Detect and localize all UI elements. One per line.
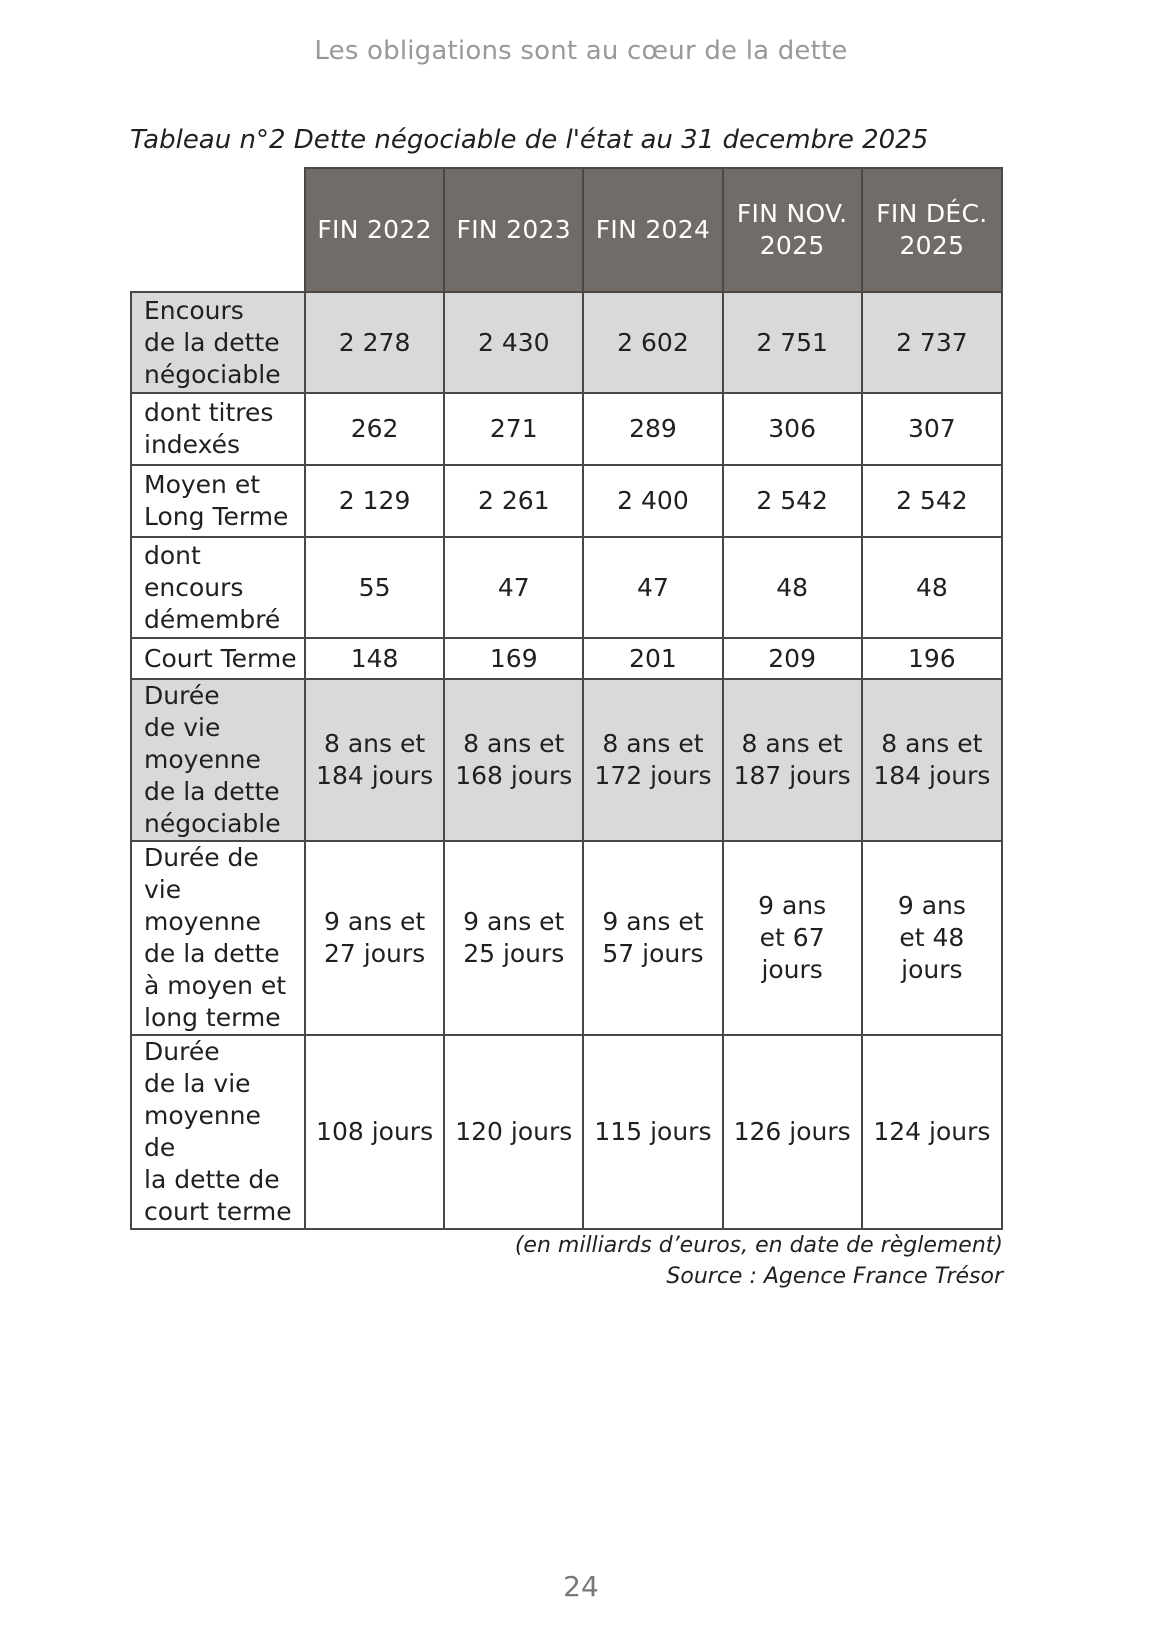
table-row [131, 1035, 1002, 1229]
table-cell: 8 ans et 168 jours [444, 679, 583, 841]
row-label: Durée de la vie moyenne de la dette de court terme [131, 1035, 305, 1229]
table-row [131, 638, 1002, 679]
table-cell: 271 [444, 393, 583, 465]
table-cell: 9 ans et 57 jours [583, 841, 722, 1035]
table-cell: 2 542 [862, 465, 1002, 537]
row-label: Court Terme [131, 638, 305, 679]
table-cell: 9 ans et 48 jours [862, 841, 1002, 1035]
row-label: Encours de la dette négociable [131, 292, 305, 393]
table-cell: 2 737 [862, 292, 1002, 393]
table-row [131, 292, 1002, 393]
table-cell: 8 ans et 172 jours [583, 679, 722, 841]
table-cell: 8 ans et 184 jours [305, 679, 444, 841]
row-label: Durée de vie moyenne de la dette négociable [131, 679, 305, 841]
table-row [131, 679, 1002, 841]
table-cell: 201 [583, 638, 722, 679]
table-row [131, 393, 1002, 465]
row-label: Durée de vie moyenne de la dette à moyen et long terme [131, 841, 305, 1035]
row-label: dont titres indexés [131, 393, 305, 465]
table-cell: 169 [444, 638, 583, 679]
table-cell: 2 430 [444, 292, 583, 393]
table-row [131, 465, 1002, 537]
table-cell: 48 [723, 537, 862, 638]
table-cell: 47 [583, 537, 722, 638]
table-cell: 2 278 [305, 292, 444, 393]
header-corner [131, 168, 305, 292]
row-label: Moyen et Long Terme [131, 465, 305, 537]
table-cell: 124 jours [862, 1035, 1002, 1229]
table-cell: 2 400 [583, 465, 722, 537]
running-head: Les obligations sont au cœur de la dette [314, 36, 848, 66]
table-cell: 289 [583, 393, 722, 465]
table-cell: 47 [444, 537, 583, 638]
column-header: FIN 2022 [305, 168, 444, 292]
table-cell: 9 ans et 27 jours [305, 841, 444, 1035]
unit-note: (en milliards d’euros, en date de règlement) [514, 1233, 1003, 1258]
table-cell: 126 jours [723, 1035, 862, 1229]
table-cell: 262 [305, 393, 444, 465]
table-cell: 108 jours [305, 1035, 444, 1229]
table-cell: 9 ans et 67 jours [723, 841, 862, 1035]
table-cell: 2 602 [583, 292, 722, 393]
table-cell: 209 [723, 638, 862, 679]
column-header: FIN NOV. 2025 [723, 168, 862, 292]
table-cell: 306 [723, 393, 862, 465]
table-cell: 2 129 [305, 465, 444, 537]
table-cell: 48 [862, 537, 1002, 638]
table-cell: 55 [305, 537, 444, 638]
table-row [131, 841, 1002, 1035]
column-header: FIN DÉC. 2025 [862, 168, 1002, 292]
table-cell: 2 261 [444, 465, 583, 537]
column-header: FIN 2023 [444, 168, 583, 292]
table-row [131, 537, 1002, 638]
source-note: Source : Agence France Trésor [666, 1264, 1003, 1289]
table-cell: 9 ans et 25 jours [444, 841, 583, 1035]
table-cell: 2 542 [723, 465, 862, 537]
table-cell: 120 jours [444, 1035, 583, 1229]
table-cell: 196 [862, 638, 1002, 679]
table-cell: 8 ans et 187 jours [723, 679, 862, 841]
table-caption: Tableau n°2 Dette négociable de l'état au 31 decembre 2025 [130, 125, 929, 155]
table-cell: 2 751 [723, 292, 862, 393]
table-body [131, 292, 1002, 1229]
table-header-row [131, 168, 1002, 292]
column-header: FIN 2024 [583, 168, 722, 292]
row-label: dont encours démembré [131, 537, 305, 638]
page-number: 24 [563, 1570, 599, 1603]
debt-table [130, 167, 1003, 1230]
table-cell: 307 [862, 393, 1002, 465]
table-cell: 148 [305, 638, 444, 679]
table-cell: 115 jours [583, 1035, 722, 1229]
table-cell: 8 ans et 184 jours [862, 679, 1002, 841]
